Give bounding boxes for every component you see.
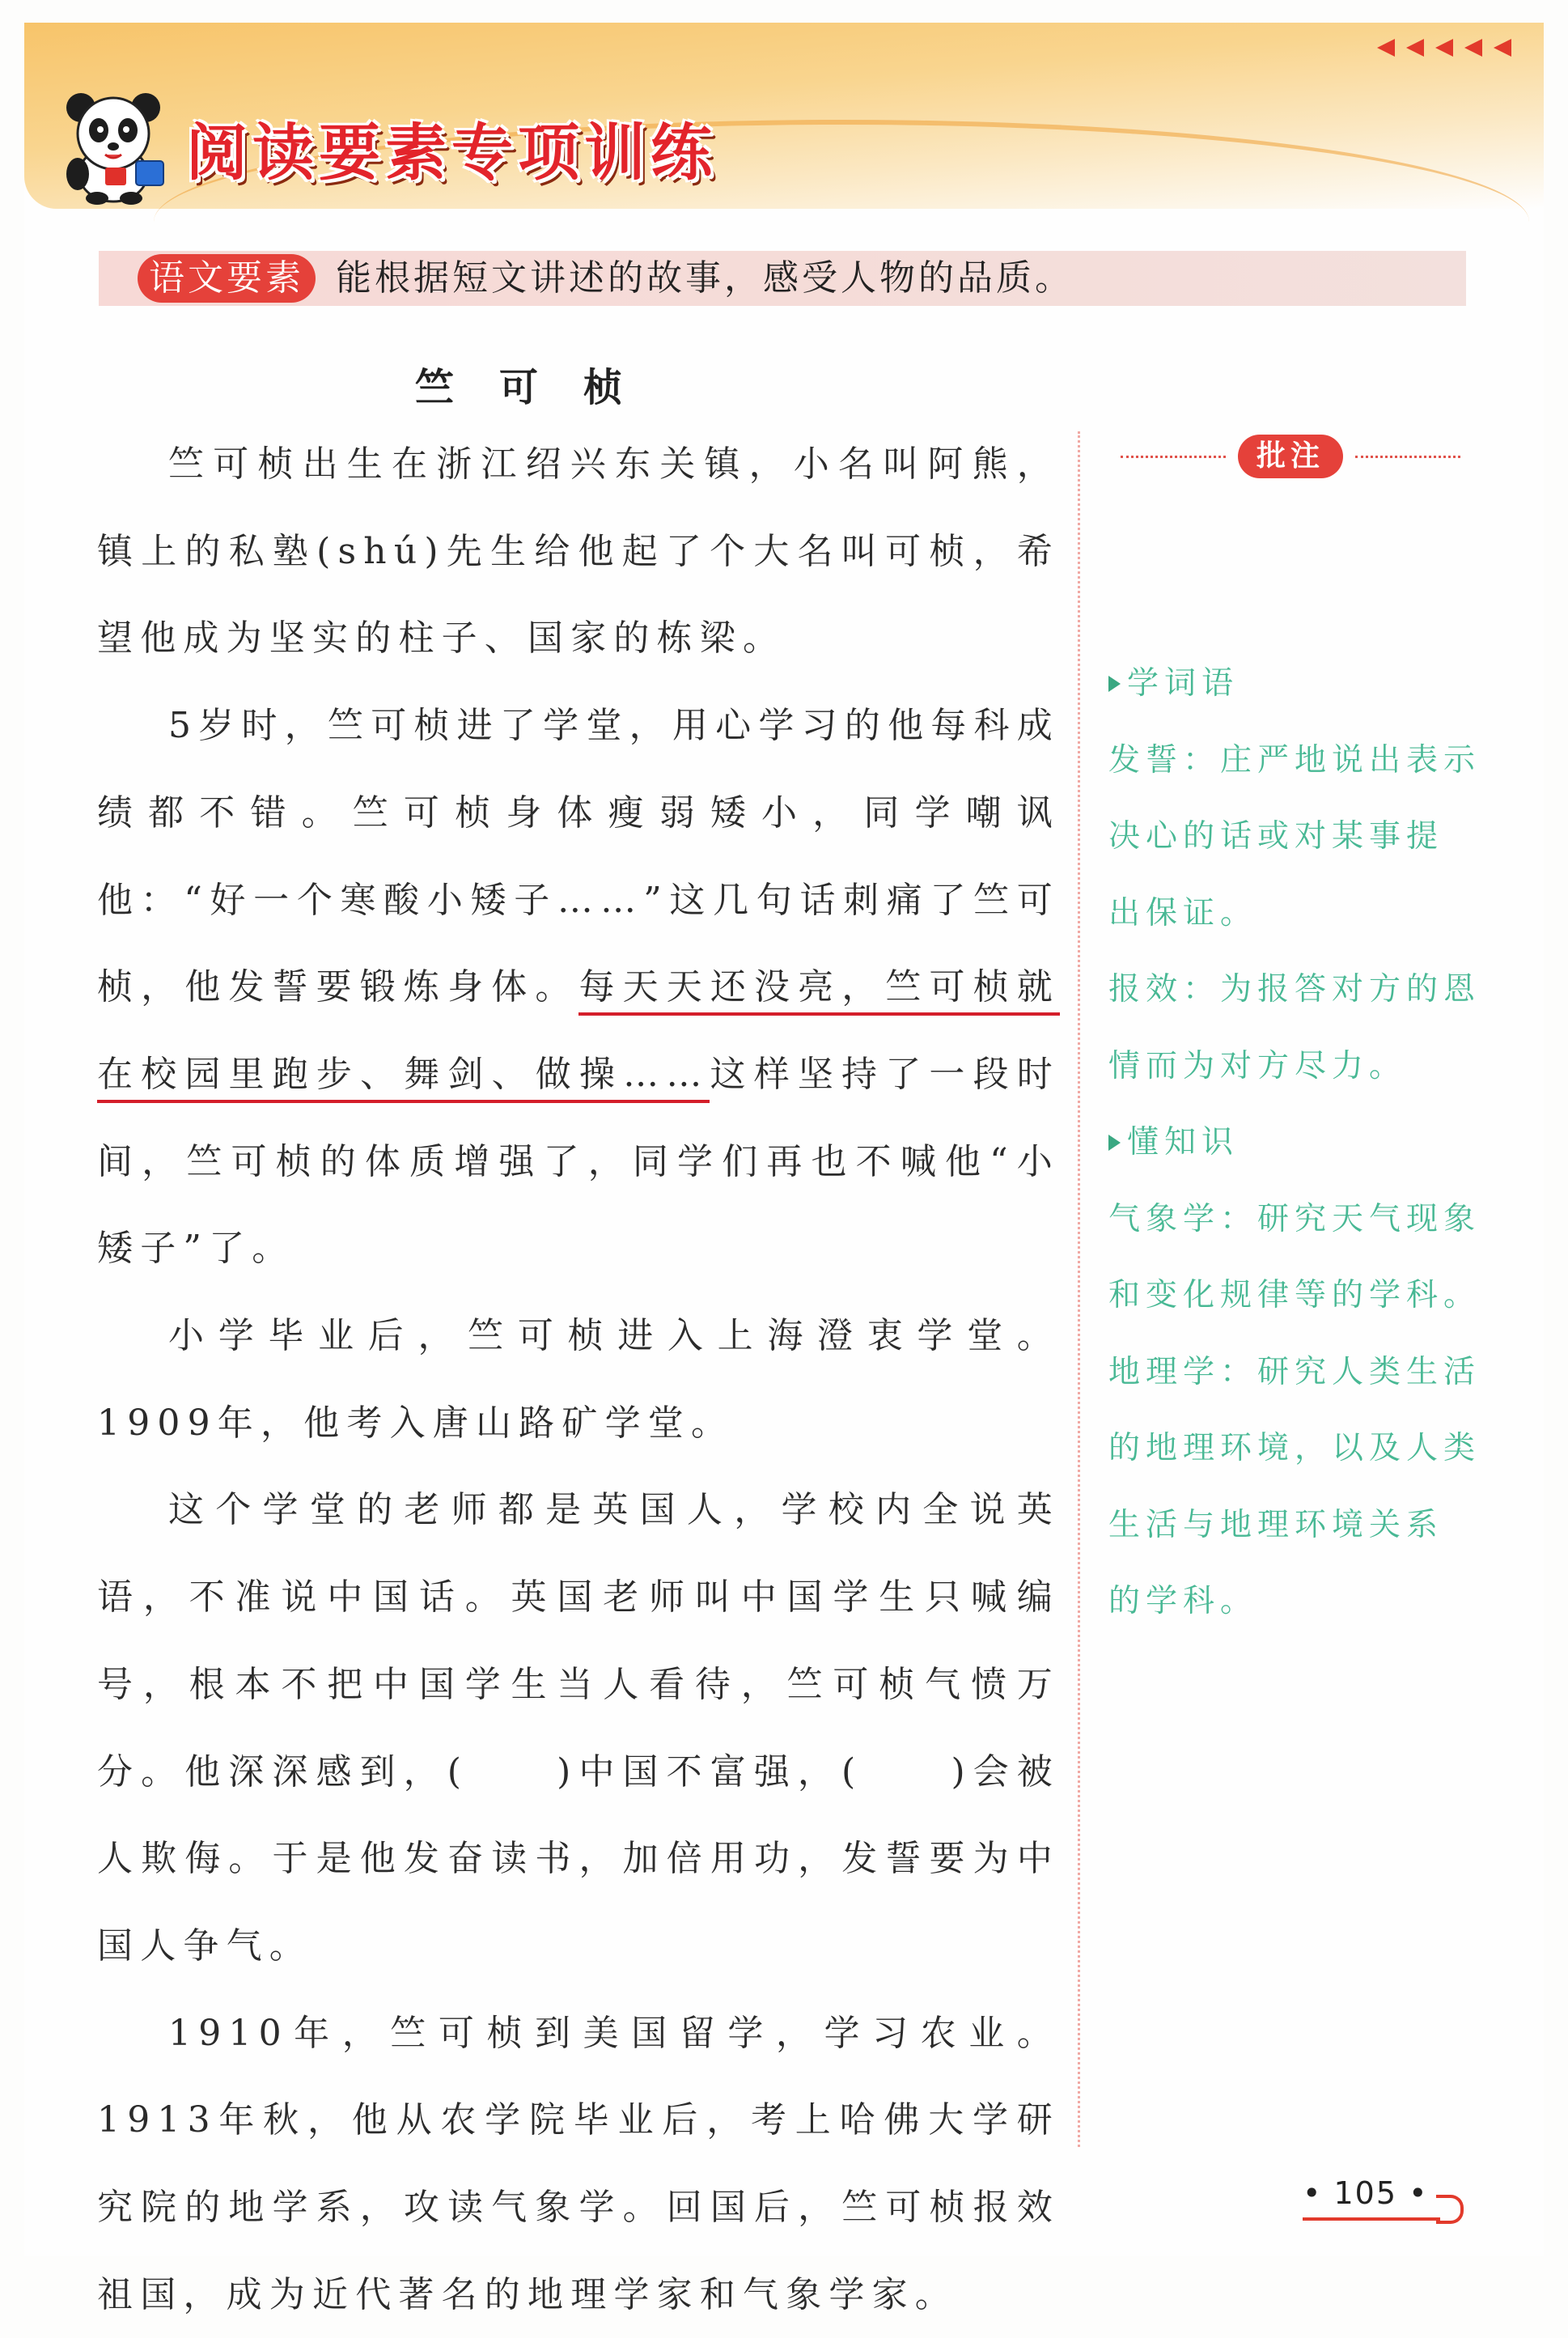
sidebar-section-title: 学词语 xyxy=(1127,665,1240,702)
annotation-header xyxy=(1121,431,1460,480)
section-header-title: 阅读要素专项训练 xyxy=(186,117,717,189)
story-paragraph-4: 这个学堂的老师都是英国人，学校内全说英语，不准说中国话。英国老师叫中国学生只喊编号，根本不把中国学生当人看待，竺可桢气愤万分。他深深感到，( )中国不富强，( )会被人欺侮。于是他发奋读书，加倍用功，发誓要为中国人争气。 xyxy=(97,1489,1060,1967)
paragraph-2-before: 5岁时，竺可桢进了学堂，用心学习的他每科成绩都不错。竺可桢身体瘦弱矮小，同学嘲讽他：“好一个寒酸小矮子……”这几句话刺痛了竺可桢，他发誓要锻炼身体。 xyxy=(97,705,1060,1008)
story-paragraph-5: 1910年，竺可桢到美国留学，学习农业。1913年秋，他从农学院毕业后，考上哈佛大学研究院的地学系，攻读气象学。回国后，竺可桢报效祖国，成为近代著名的地理学家和气象学家。 xyxy=(97,2012,1060,2315)
sidebar-section-knowledge xyxy=(1108,1105,1489,1182)
sidebar-line: 气象学：研究天气现象 xyxy=(1108,1200,1481,1237)
sidebar-line: 情而为对方尽力。 xyxy=(1108,1047,1407,1084)
sidebar-line: 出保证。 xyxy=(1108,894,1258,931)
triangle-bullet-icon xyxy=(1108,676,1121,692)
annotation-badge: 批注 xyxy=(1238,435,1343,478)
story-body xyxy=(97,421,1060,2338)
annotation-dotted-line-right xyxy=(1355,456,1460,458)
annotation-sidebar xyxy=(1108,646,1489,1640)
sidebar-line: 决心的话或对某事提 xyxy=(1108,818,1444,855)
sidebar-line: 的学科。 xyxy=(1108,1583,1258,1619)
column-divider xyxy=(1078,431,1080,2147)
page-number-hook xyxy=(1436,2195,1464,2224)
sidebar-line: 和变化规律等的学科。 xyxy=(1108,1277,1481,1313)
sidebar-line: 地理学：研究人类生活 xyxy=(1108,1353,1481,1390)
header-band xyxy=(24,23,1544,209)
annotation-dotted-line-left xyxy=(1121,456,1226,458)
triangle-bullet-icon xyxy=(1108,1135,1121,1151)
sidebar-section-title: 懂知识 xyxy=(1127,1124,1240,1161)
arrow-icon xyxy=(1377,39,1395,57)
sidebar-line: 生活与地理环境关系 xyxy=(1108,1506,1444,1543)
arrow-icon xyxy=(1494,39,1511,57)
language-element-text: 能根据短文讲述的故事，感受人物的品质。 xyxy=(336,257,1074,299)
paragraph-2-after: 这样坚持了一段时间，竺可桢的体质增强了，同学们再也不喊他“小矮子”了。 xyxy=(97,1053,1060,1270)
language-element-badge: 语文要素 xyxy=(138,254,316,303)
page-number: • 105 • xyxy=(1303,2175,1429,2211)
panda-mascot-icon xyxy=(57,83,170,205)
arrow-icon xyxy=(1464,39,1482,57)
sidebar-line: 发誓：庄严地说出表示 xyxy=(1108,741,1481,779)
sidebar-line: 的地理环境，以及人类 xyxy=(1108,1430,1481,1466)
arrow-decoration xyxy=(1377,39,1511,57)
sidebar-line: 报效：为报答对方的恩 xyxy=(1108,971,1481,1008)
story-paragraph-3: 小学毕业后，竺可桢进入上海澄衷学堂。1909年，他考入唐山路矿学堂。 xyxy=(97,1315,1060,1444)
sidebar-section-vocabulary xyxy=(1108,646,1489,723)
page xyxy=(24,23,1544,2315)
arrow-icon xyxy=(1435,39,1453,57)
arrow-icon xyxy=(1406,39,1424,57)
story-paragraph-2 xyxy=(97,682,1060,1292)
underlined-sentence: 每天天还没亮，竺可桢就在校园里跑步、舞剑、做操…… xyxy=(97,966,1060,1103)
story-paragraph-1: 竺可桢出生在浙江绍兴东关镇，小名叫阿熊，镇上的私塾(shú)先生给他起了个大名叫可桢，希望他成为坚实的柱子、国家的栋梁。 xyxy=(97,443,1060,660)
story-title: 竺可桢 xyxy=(414,365,667,410)
page-number-underline xyxy=(1303,2217,1440,2221)
